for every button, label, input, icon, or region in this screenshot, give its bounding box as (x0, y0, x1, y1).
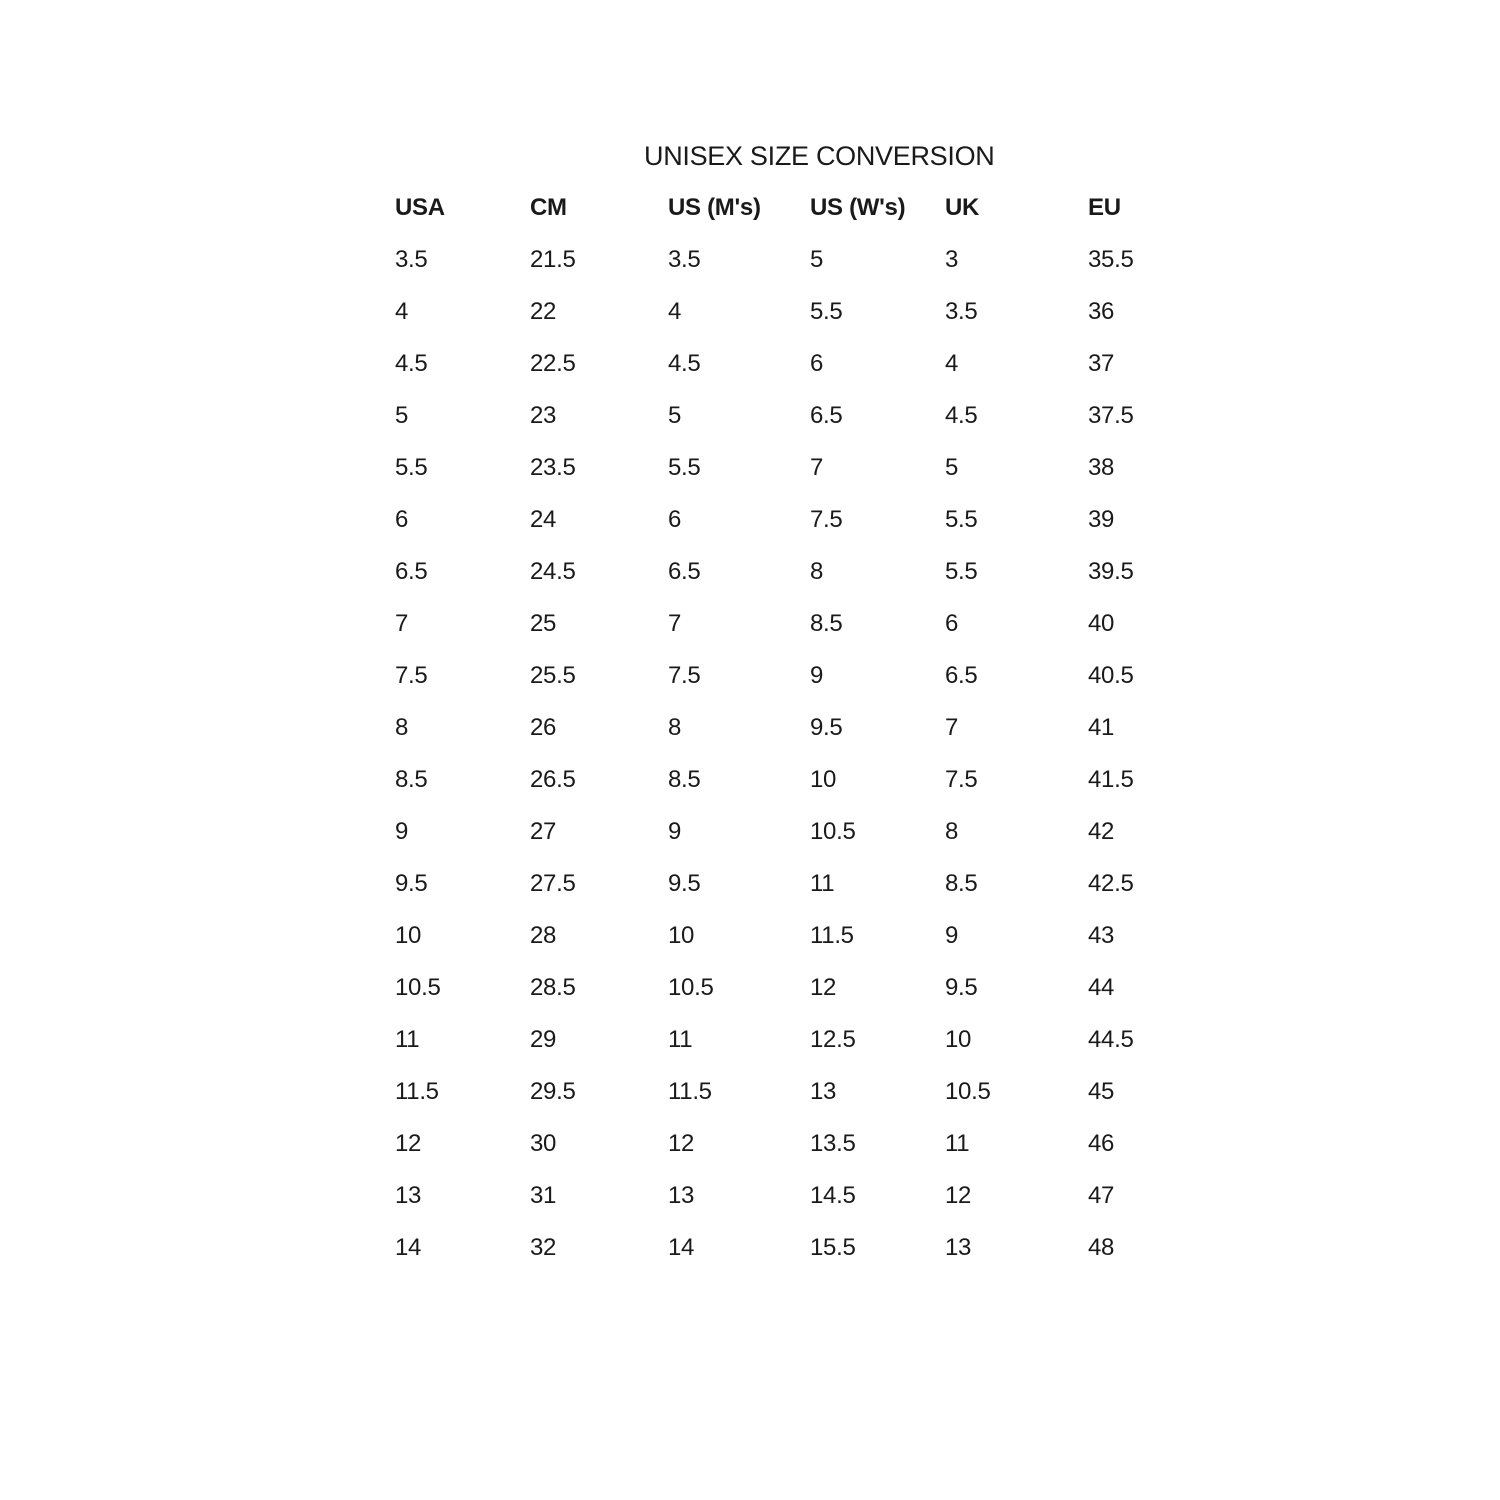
table-cell: 43 (1088, 922, 1115, 949)
table-cell: 32 (530, 1234, 557, 1261)
table-cell: 27 (530, 818, 557, 845)
table-cell: 36 (1088, 298, 1115, 325)
table-cell: 26.5 (530, 766, 576, 793)
table-cell: 41 (1088, 714, 1115, 741)
table-cell: 13.5 (810, 1130, 856, 1157)
table-cell: 6.5 (945, 662, 978, 689)
table-cell: 44 (1088, 974, 1115, 1001)
table-cell: 12.5 (810, 1026, 856, 1053)
column-header: USA (395, 194, 445, 221)
table-cell: 11.5 (810, 922, 854, 949)
table-row (395, 754, 1158, 806)
table-cell: 42.5 (1088, 870, 1134, 897)
table-row (395, 962, 1158, 1014)
table-cell: 22 (530, 298, 557, 325)
table-row (395, 910, 1158, 962)
table-cell: 23.5 (530, 454, 576, 481)
table-cell: 7.5 (810, 506, 843, 533)
table-cell: 13 (945, 1234, 972, 1261)
table-cell: 29.5 (530, 1078, 576, 1105)
table-cell: 3.5 (945, 298, 978, 325)
table-cell: 5.5 (395, 454, 428, 481)
table-cell: 38 (1088, 454, 1115, 481)
table-cell: 12 (668, 1130, 695, 1157)
table-cell: 35.5 (1088, 246, 1134, 273)
table-cell: 4.5 (945, 402, 978, 429)
header-row (395, 182, 1158, 234)
table-cell: 12 (810, 974, 837, 1001)
table-cell: 25.5 (530, 662, 576, 689)
table-cell: 5.5 (945, 506, 978, 533)
table-cell: 6.5 (668, 558, 701, 585)
table-cell: 7.5 (395, 662, 428, 689)
table-cell: 7 (395, 610, 409, 637)
table-cell: 10.5 (945, 1078, 991, 1105)
table-cell: 11 (810, 870, 835, 897)
column-header: EU (1088, 194, 1121, 221)
column-header: US (W's) (810, 194, 906, 221)
table-cell: 6 (668, 506, 682, 533)
table-cell: 8.5 (810, 610, 843, 637)
table-cell: 8 (395, 714, 409, 741)
table-cell: 6.5 (395, 558, 428, 585)
table-cell: 41.5 (1088, 766, 1134, 793)
table-cell: 26 (530, 714, 557, 741)
table-cell: 28.5 (530, 974, 576, 1001)
table-cell: 10.5 (668, 974, 714, 1001)
table-cell: 48 (1088, 1234, 1115, 1261)
table-cell: 30 (530, 1130, 557, 1157)
table-row (395, 1014, 1158, 1066)
table-row (395, 806, 1158, 858)
table-cell: 6 (810, 350, 824, 377)
table-cell: 39.5 (1088, 558, 1134, 585)
table-cell: 4 (395, 298, 409, 325)
table-cell: 7.5 (668, 662, 701, 689)
table-cell: 15.5 (810, 1234, 856, 1261)
table-cell: 44.5 (1088, 1026, 1134, 1053)
table-cell: 12 (945, 1182, 972, 1209)
table-cell: 9.5 (668, 870, 701, 897)
table-cell: 29 (530, 1026, 557, 1053)
table-cell: 7 (810, 454, 824, 481)
table-cell: 21.5 (530, 246, 576, 273)
table-cell: 28 (530, 922, 557, 949)
table-cell: 9 (668, 818, 682, 845)
table-cell: 10.5 (810, 818, 856, 845)
table-cell: 24.5 (530, 558, 576, 585)
table-row (395, 1222, 1158, 1274)
table-cell: 11 (945, 1130, 970, 1157)
table-cell: 14 (395, 1234, 422, 1261)
column-header: CM (530, 194, 567, 221)
table-cell: 10 (395, 922, 422, 949)
table-cell: 10.5 (395, 974, 441, 1001)
table-row (395, 338, 1158, 390)
table-cell: 45 (1088, 1078, 1115, 1105)
table-cell: 5.5 (810, 298, 843, 325)
table-cell: 11.5 (668, 1078, 712, 1105)
table-cell: 10 (668, 922, 695, 949)
table-cell: 7 (668, 610, 682, 637)
table-cell: 4 (945, 350, 959, 377)
table-cell: 8 (810, 558, 824, 585)
table-cell: 40.5 (1088, 662, 1134, 689)
table-row (395, 1066, 1158, 1118)
table-cell: 5 (395, 402, 409, 429)
table-row (395, 1118, 1158, 1170)
table-cell: 8.5 (945, 870, 978, 897)
table-row (395, 598, 1158, 650)
table-header (395, 182, 1158, 234)
column-header: US (M's) (668, 194, 761, 221)
table-body (395, 234, 1158, 1274)
table-cell: 13 (395, 1182, 422, 1209)
table-cell: 5.5 (945, 558, 978, 585)
table-cell: 8 (945, 818, 959, 845)
table-row (395, 858, 1158, 910)
size-conversion-table (395, 182, 1158, 1274)
table-cell: 11.5 (395, 1078, 439, 1105)
table-cell: 6 (395, 506, 409, 533)
table-cell: 10 (945, 1026, 972, 1053)
table-cell: 11 (668, 1026, 693, 1053)
table-row (395, 442, 1158, 494)
table-cell: 5 (810, 246, 824, 273)
table-cell: 47 (1088, 1182, 1115, 1209)
table-cell: 14 (668, 1234, 695, 1261)
table-cell: 12 (395, 1130, 422, 1157)
table-cell: 13 (810, 1078, 837, 1105)
table-cell: 6.5 (810, 402, 843, 429)
table-cell: 4 (668, 298, 682, 325)
table-cell: 24 (530, 506, 557, 533)
table-cell: 22.5 (530, 350, 576, 377)
table-cell: 8 (668, 714, 682, 741)
table-row (395, 702, 1158, 754)
table-row (395, 390, 1158, 442)
table-cell: 3.5 (395, 246, 428, 273)
table-cell: 5 (945, 454, 959, 481)
table-cell: 9.5 (395, 870, 428, 897)
table-cell: 9.5 (945, 974, 978, 1001)
table-cell: 10 (810, 766, 837, 793)
table-cell: 37 (1088, 350, 1115, 377)
column-header: UK (945, 194, 980, 221)
table-cell: 37.5 (1088, 402, 1134, 429)
table-cell: 46 (1088, 1130, 1115, 1157)
table-cell: 31 (530, 1182, 557, 1209)
page-title: UNISEX SIZE CONVERSION (644, 141, 995, 171)
table-cell: 40 (1088, 610, 1115, 637)
table-cell: 4.5 (395, 350, 428, 377)
table-cell: 5 (668, 402, 682, 429)
table-cell: 6 (945, 610, 959, 637)
table-cell: 42 (1088, 818, 1115, 845)
table-row (395, 286, 1158, 338)
table-cell: 7 (945, 714, 959, 741)
table-cell: 9 (810, 662, 824, 689)
table-cell: 27.5 (530, 870, 576, 897)
table-row (395, 1170, 1158, 1222)
table-cell: 9.5 (810, 714, 843, 741)
table-cell: 13 (668, 1182, 695, 1209)
table-row (395, 234, 1158, 286)
table-cell: 8.5 (395, 766, 428, 793)
table-cell: 8.5 (668, 766, 701, 793)
table-cell: 3.5 (668, 246, 701, 273)
table-cell: 9 (395, 818, 409, 845)
table-row (395, 546, 1158, 598)
table-row (395, 650, 1158, 702)
table-cell: 39 (1088, 506, 1115, 533)
table-cell: 23 (530, 402, 557, 429)
table-cell: 14.5 (810, 1182, 856, 1209)
table-cell: 7.5 (945, 766, 978, 793)
table-cell: 3 (945, 246, 959, 273)
table-cell: 9 (945, 922, 959, 949)
table-cell: 4.5 (668, 350, 701, 377)
table-cell: 5.5 (668, 454, 701, 481)
table-cell: 11 (395, 1026, 420, 1053)
table-row (395, 494, 1158, 546)
table-cell: 25 (530, 610, 557, 637)
